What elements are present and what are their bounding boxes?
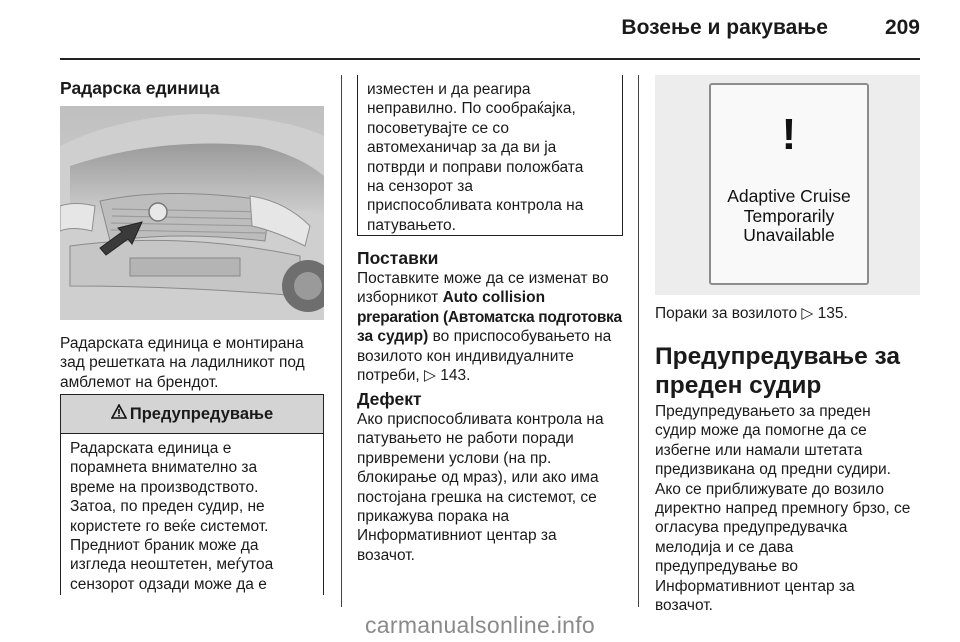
warning-title: Предупредување [129, 404, 274, 423]
text-line: прикажува порака на [357, 508, 510, 526]
display-message: Adaptive Cruise Temporarily Unavailable [727, 186, 851, 245]
text-line: изгледа неоштетен, меѓутоа [70, 556, 274, 574]
text-line: за судир) во приспособувањето на [357, 328, 612, 346]
text-line: Информативниот центар за [655, 577, 855, 595]
text-line: привремени услови (на пр. [357, 449, 552, 467]
text-line: користете го веќе системот. [70, 517, 269, 535]
car-front-illustration [60, 106, 324, 320]
text-line: мелодија и се дава [655, 538, 794, 556]
display-screen [709, 83, 869, 285]
page-reference: Пораки за возилото ▷ 135. [655, 305, 848, 322]
driver-info-display-image [655, 75, 920, 295]
text-line: на сензорот за [367, 178, 474, 196]
text-line: зад решетката на ладилникот под [60, 354, 305, 372]
text-line: патувањето не работи поради [357, 430, 574, 448]
warning-box [60, 394, 324, 595]
warning-triangle-icon [111, 404, 127, 424]
text-line: патувањето. [367, 216, 456, 234]
warning-text-continued [358, 75, 622, 235]
column-divider-2 [638, 75, 639, 607]
menu-path: preparation (Автоматска подготовка [357, 308, 622, 326]
text-line: огласува предупредувачка [655, 519, 848, 537]
text-line: предупредување во [655, 558, 799, 576]
fault-title: Дефект [357, 389, 422, 409]
page-ref-icon: ▷ [424, 367, 436, 385]
watermark: carmanualsonline.info [364, 612, 596, 638]
text-line: судир може да помогне да се [655, 422, 867, 440]
section-title-forward-collision: преден судир [655, 372, 822, 399]
text-line: Ако се приближувате до возило [655, 480, 885, 498]
warning-box-header [61, 395, 323, 434]
text-line: избегне или намали штетата [655, 441, 863, 459]
page-number: 209 [884, 16, 920, 39]
running-header-title: Возење и ракување [621, 16, 828, 39]
settings-title: Поставки [357, 248, 439, 268]
radar-unit-photo [60, 106, 324, 320]
text-line: посоветувајте се со [367, 119, 509, 137]
forward-collision-section [655, 342, 925, 615]
menu-path: за судир) [357, 328, 429, 346]
page-reference: потреби, ▷ 143. [357, 367, 471, 385]
text-line: Предниот браник може да [70, 537, 259, 555]
text-line: Ако приспособливата контрола на [357, 411, 604, 428]
header-rule [60, 58, 920, 60]
text-line: постојана грешка на системот, се [357, 488, 597, 506]
text-line: директно напред премногу брзо, се [655, 500, 911, 518]
settings-section [357, 248, 632, 385]
text-line: потврди и поправи положбата [367, 158, 584, 176]
text-line: неправилно. По сообраќајка, [367, 100, 576, 118]
text-line: сензорот одзади може да е [70, 575, 267, 593]
text-line: амблемот на брендот. [60, 373, 219, 391]
page-ref-icon: ▷ [801, 305, 814, 322]
text-line: изместен и да реагира [367, 81, 531, 98]
text-line: Поставките може да се изменат во [357, 270, 609, 287]
radar-unit-description [60, 334, 330, 392]
text-line: изборникот Auto collision [357, 289, 546, 307]
exclamation-icon: ! [781, 110, 797, 159]
text-line: возилото кон индивидуалните [357, 347, 574, 365]
vehicle-messages-reference [655, 304, 925, 323]
text-line: Радарската единица е [70, 440, 232, 457]
fault-section [357, 389, 632, 565]
text-line: возачот. [655, 597, 713, 615]
text-line: Предупредувањето за преден [655, 403, 871, 420]
text-line: Информативниот центар за [357, 527, 557, 545]
text-line: приспособливата контрола на [367, 197, 584, 215]
text-line: време на производството. [70, 478, 259, 496]
text-line: Радарската единица е монтирана [60, 335, 304, 352]
text-line: предизвикана од предни судири. [655, 461, 891, 479]
text-line: возачот. [357, 546, 415, 564]
section-title-radar-unit: Радарска единица [60, 78, 220, 98]
section-title-forward-collision: Предупредување за [655, 343, 901, 370]
text-line: порамнета внимателно за [70, 459, 258, 477]
menu-path: Auto collision [442, 289, 546, 307]
warning-box-continued [357, 75, 623, 236]
warning-text [61, 434, 323, 594]
text-line: Затоа, по преден судир, не [70, 498, 265, 516]
column-divider-1 [341, 75, 342, 607]
text-line: автомеханичар за да ви ја [367, 139, 557, 157]
text-line: блокирање од мраз), или ако има [357, 469, 599, 487]
